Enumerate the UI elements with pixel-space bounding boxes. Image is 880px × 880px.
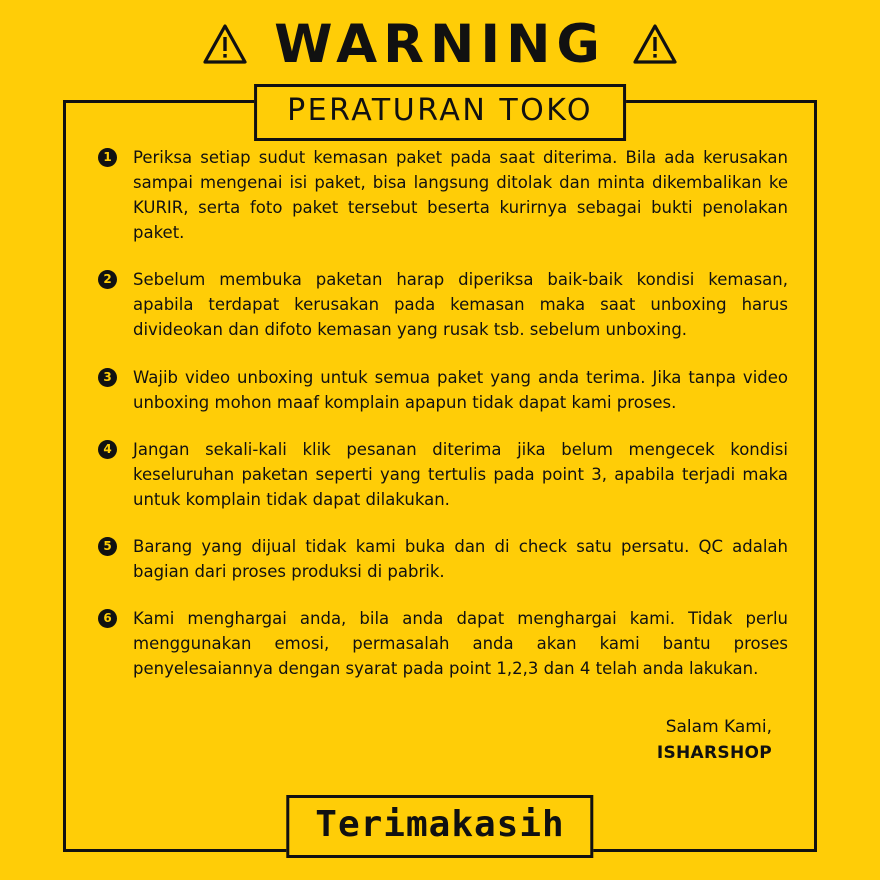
rule-text: Periksa setiap sudut kemasan paket pada saat diterima. Bila ada kerusakan sampai mengenai isi paket, bisa langsung ditolak dan minta dikembalikan ke KURIR, serta foto paket tersebut beserta kurirnya sebagai bukti penolakan paket.: [133, 148, 788, 243]
panel-title-box: [254, 84, 626, 141]
list-item: [98, 145, 788, 245]
rule-text: Wajib video unboxing untuk semua paket yang anda terima. Jika tanpa video unboxing mohon maaf komplain apapun tidak dapat kami proses.: [133, 367, 788, 412]
rule-number-badge: 1: [98, 148, 117, 167]
poster-header: [0, 0, 880, 75]
signature-salutation: Salam Kami,: [665, 717, 772, 737]
warning-triangle-icon: [202, 23, 248, 65]
rule-text: Jangan sekali-kali klik pesanan diterima jika belum mengecek kondisi keseluruhan paketan seperti yang tertulis pada point 3, apabila terjadi maka untuk komplain tidak dapat dilakukan.: [133, 439, 788, 509]
thanks-banner-box: [286, 795, 593, 858]
list-item: [98, 365, 788, 415]
rule-text: Barang yang dijual tidak kami buka dan di check satu persatu. QC adalah bagian dari proses produksi di pabrik.: [133, 536, 788, 582]
signature-block: [657, 715, 772, 766]
rule-number-badge: 5: [98, 537, 117, 556]
list-item: [98, 606, 788, 681]
rule-number-badge: 3: [98, 368, 117, 387]
rule-number-badge: 2: [98, 270, 117, 289]
page-title: WARNING: [274, 13, 606, 75]
rule-number-badge: 4: [98, 440, 117, 459]
warning-triangle-icon: [632, 23, 678, 65]
panel-title: PERATURAN TOKO: [287, 93, 593, 128]
signature-shop-name: ISHARSHOP: [656, 742, 772, 763]
rule-text: Kami menghargai anda, bila anda dapat menghargai kami. Tidak perlu menggunakan emosi, permasalah anda akan kami bantu proses penyelesaiannya dengan syarat pada point 1,2,3 dan 4 telah anda lakukan.: [133, 609, 788, 679]
rule-text: Sebelum membuka paketan harap diperiksa baik-baik kondisi kemasan, apabila terdapat kerusakan pada kemasan maka saat unboxing harus divideokan dan difoto kemasan yang rusak tsb. sebelum unboxing.: [133, 270, 788, 340]
list-item: [98, 437, 788, 512]
rule-number-badge: 6: [98, 609, 117, 628]
thanks-banner-text: Terimakasih: [315, 804, 565, 845]
list-item: [98, 267, 788, 342]
list-item: [98, 534, 788, 584]
rules-list: [98, 145, 788, 703]
